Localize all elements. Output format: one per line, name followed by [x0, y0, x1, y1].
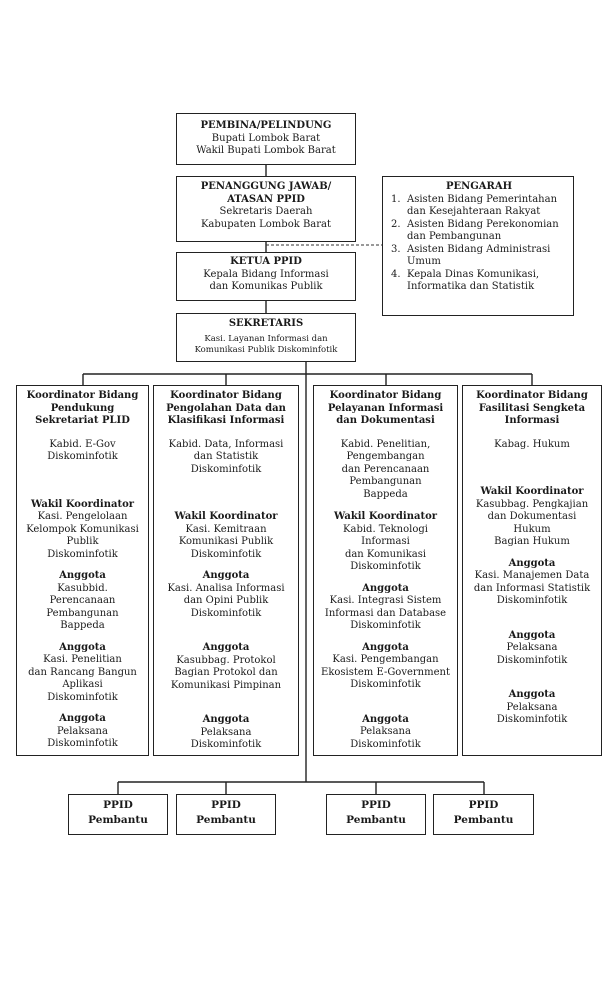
ketua-title: KETUA PPID: [230, 256, 302, 267]
pengarah-title: PENGARAH: [445, 181, 513, 192]
section-heading: Anggota: [508, 629, 556, 641]
section-heading: Anggota: [59, 570, 106, 581]
list-number: 2.: [391, 218, 401, 230]
section-description: Kasi. Pengembangan Ekosistem E-Government Diskominfotik: [321, 654, 450, 690]
section-description: Kasubbid. Perencanaan Pembangunan Bappeda: [46, 582, 119, 631]
section-heading: Anggota: [362, 641, 409, 653]
ketua-box: [176, 252, 356, 301]
pembina-line: Bupati Lombok Barat: [211, 132, 321, 144]
column-section: [157, 714, 295, 752]
section-description: Kasi. Integrasi Sistem Informasi dan Database Diskominfotik: [324, 595, 447, 631]
sekretaris-title: SEKRETARIS: [228, 318, 304, 329]
column-section: [157, 511, 295, 561]
pengarah-box: [382, 176, 574, 316]
list-item: [391, 219, 567, 244]
section-heading: Anggota: [508, 689, 556, 700]
column-section: [317, 583, 454, 633]
column-section: [317, 714, 454, 752]
list-text: Asisten Bidang Administrasi Umum: [407, 243, 551, 267]
pembina-title: PEMBINA/PELINDUNG: [200, 120, 332, 131]
column-section: [317, 511, 454, 574]
list-item: [391, 244, 567, 269]
sekretaris-line: Kasi. Layanan Informasi dan: [204, 333, 328, 344]
section-description: Kasubbag. Pengkajian dan Dokumentasi Hukum Bagian Hukum: [475, 498, 589, 547]
ppid-pembantu-box-3: PPID Pembantu: [326, 794, 426, 835]
section-heading: Anggota: [202, 714, 250, 725]
column-section: [157, 439, 295, 477]
ppid-pembantu-box-1: PPID Pembantu: [68, 794, 168, 835]
ppid-pembantu-box-4: PPID Pembantu: [433, 794, 534, 835]
koordinator-column-2: [153, 385, 299, 756]
column-section: [20, 570, 145, 633]
section-description: Kabid. Teknologi Informasi dan Komunikasi Diskominfotik: [343, 523, 428, 572]
section-description: Kasi. Analisa Informasi dan Opini Publik Diskominfotik: [167, 582, 285, 619]
sekretaris-line: Komunikasi Publik Diskominfotik: [194, 344, 338, 355]
column-section: [466, 439, 598, 452]
koordinator-column-3: [313, 385, 458, 756]
column-section: [317, 439, 454, 502]
list-text: Kepala Dinas Komunikasi, Informatika dan Statistik: [407, 268, 540, 292]
section-heading: Wakil Koordinator: [333, 511, 438, 522]
list-text: Asisten Bidang Perekonomian dan Pembangunan: [407, 218, 559, 242]
list-item: [391, 194, 567, 219]
section-heading: Wakil Koordinator: [480, 486, 584, 497]
penanggung-line: Sekretaris Daerah: [219, 206, 313, 217]
koordinator-column-1: [16, 385, 149, 756]
section-description: Kasi. Penelitian dan Rancang Bangun Aplikasi Diskominfotik: [28, 654, 137, 703]
section-description: Kasi. Pengelolaan Kelompok Komunikasi Publik Diskominfotik: [26, 511, 139, 560]
section-description: Kabid. E-Gov Diskominfotik: [47, 438, 118, 462]
section-heading: Wakil Koordinator: [174, 511, 278, 522]
column-section: [20, 439, 145, 464]
column-section: [466, 486, 598, 549]
koordinator-column-4: [462, 385, 602, 756]
sekretaris-box: [176, 313, 356, 362]
section-description: Pelaksana Diskominfotik: [47, 725, 118, 749]
section-description: Kasi. Manajemen Data dan Informasi Statistik Diskominfotik: [473, 570, 591, 606]
section-description: Kabag. Hukum: [494, 438, 570, 450]
column-title: Koordinator Bidang Pendukung Sekretariat PLID: [26, 390, 139, 426]
ppid-pembantu-box-2: PPID Pembantu: [176, 794, 276, 835]
section-heading: Anggota: [59, 641, 106, 653]
list-number: 1.: [391, 193, 401, 205]
column-section: [157, 642, 295, 692]
penanggung-line: Kabupaten Lombok Barat: [200, 218, 332, 230]
list-item: [391, 269, 567, 294]
penanggung-jawab-box: [176, 176, 356, 242]
ketua-line: Kepala Bidang Informasi: [203, 268, 329, 280]
section-heading: Wakil Koordinator: [30, 498, 135, 510]
section-description: Pelaksana Diskominfotik: [496, 642, 568, 666]
section-description: Pelaksana Diskominfotik: [190, 726, 262, 750]
section-description: Kabid. Penelitian, Pengembangan dan Perencanaan Pembangunan Bappeda: [340, 438, 431, 500]
section-heading: Anggota: [202, 642, 250, 653]
section-description: Pelaksana Diskominfotik: [350, 726, 421, 750]
column-section: [20, 642, 145, 705]
pembina-box: [176, 113, 356, 165]
section-description: Kabid. Data, Informasi dan Statistik Diskominfotik: [168, 438, 284, 475]
column-section: [20, 713, 145, 751]
column-section: [157, 570, 295, 620]
section-description: Pelaksana Diskominfotik: [496, 701, 568, 725]
column-section: [466, 558, 598, 608]
penanggung-title: PENANGGUNG JAWAB/: [200, 181, 332, 192]
section-heading: Anggota: [362, 582, 409, 594]
section-heading: Anggota: [508, 557, 556, 569]
section-heading: Anggota: [202, 570, 250, 581]
pembina-line: Wakil Bupati Lombok Barat: [196, 145, 336, 156]
column-section: [317, 642, 454, 692]
section-description: Kasi. Kemitraan Komunikasi Publik Diskominfotik: [178, 523, 274, 560]
section-heading: Anggota: [59, 713, 106, 724]
ketua-line: dan Komunikas Publik: [209, 281, 323, 292]
pengarah-list: [391, 194, 567, 294]
column-title: Koordinator Bidang Pengolahan Data dan Klasifikasi Informasi: [166, 390, 286, 426]
column-section: [466, 630, 598, 668]
penanggung-title: ATASAN PPID: [227, 193, 305, 205]
list-text: Asisten Bidang Pemerintahan dan Kesejahteraan Rakyat: [407, 193, 558, 217]
section-heading: Anggota: [362, 713, 409, 725]
list-number: 4.: [391, 268, 401, 280]
column-section: [466, 689, 598, 727]
column-section: [20, 499, 145, 562]
list-number: 3.: [391, 243, 401, 255]
column-title: Koordinator Bidang Fasilitasi Sengketa Informasi: [476, 390, 588, 426]
section-description: Kasubbag. Protokol Bagian Protokol dan Komunikasi Pimpinan: [170, 654, 282, 691]
column-title: Koordinator Bidang Pelayanan Informasi dan Dokumentasi: [327, 390, 444, 426]
